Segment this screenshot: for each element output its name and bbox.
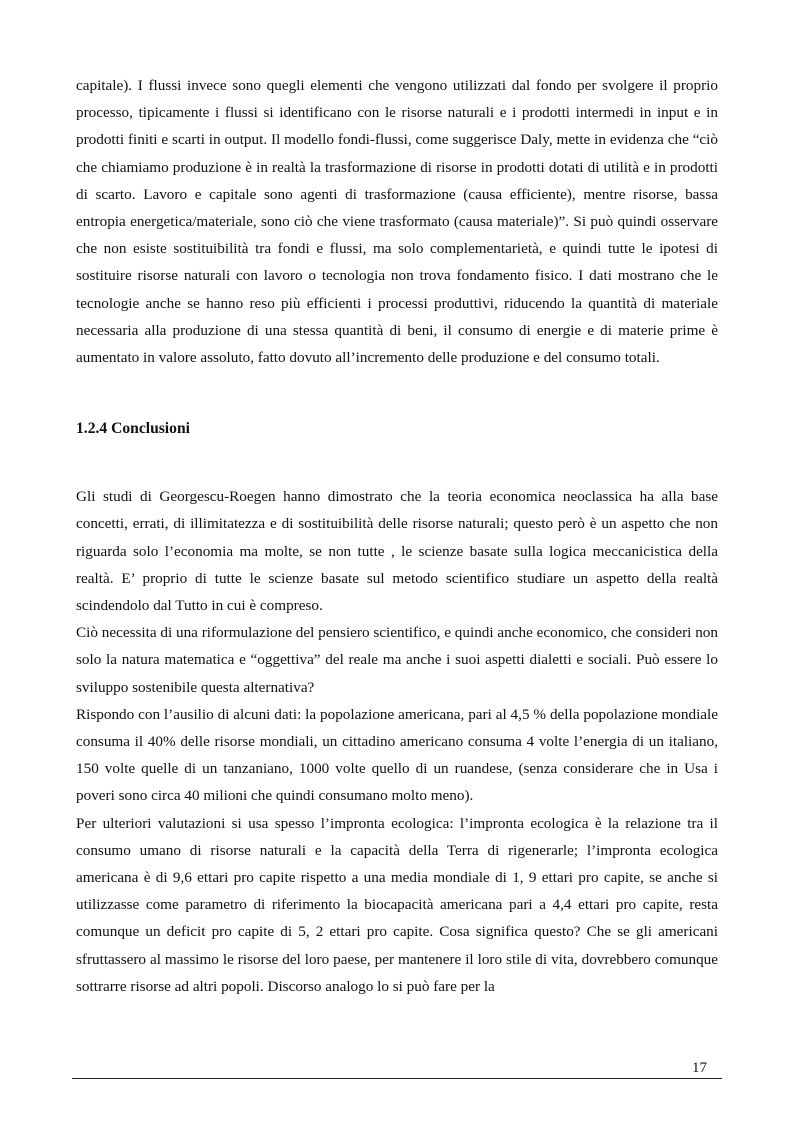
heading-spacer xyxy=(76,441,718,483)
continuation-paragraph: capitale). I flussi invece sono quegli elementi che vengono utilizzati dal fondo per svolgere il proprio processo, tipicamente i flussi si identificano con le risorse naturali e i prodotti intermedi in input e in prodotti finiti e scarti in output. Il modello fondi-flussi, come suggerisce Daly, mette in evidenza che “ciò che chiamiamo produzione è in realtà la trasformazione di risorse in prodotti dotati di utilità e in prodotti di scarto. Lavoro e capitale sono agenti di trasformazione (causa efficiente), mentre risorse, bassa entropia energetica/materiale, sono ciò che viene trasformato (causa materiale)”. Si può quindi osservare che non esiste sostituibilità tra fondi e flussi, ma solo complementarietà, e quindi tutte le ipotesi di sostituire risorse naturali con lavoro o tecnologia non trova fondamento fisico. I dati mostrano che le tecnologie anche se hanno reso più efficienti i processi produttivi, riducendo la quantità di materiale necessaria alla produzione di una stessa quantità di beni, il consumo di energie e di materie prime è aumentato in valore assoluto, fatto dovuto all’incremento delle produzione e del consumo totali. xyxy=(76,77,718,367)
footer-divider xyxy=(72,1078,722,1079)
section-heading: 1.2.4 Conclusioni xyxy=(76,420,190,438)
page-body xyxy=(76,72,718,1000)
paragraph-3: Rispondo con l’ausilio di alcuni dati: la popolazione americana, pari al 4,5 % della popolazione mondiale consuma il 40% delle risorse mondiali, un cittadino americano consuma 4 volte l’energia di un italiano, 150 volte quelle di un tanzaniano, 1000 volte quello di un ruandese, (senza considerare che in Usa i poveri sono circa 40 milioni che quindi consumano molto meno). xyxy=(76,705,718,805)
page-number: 17 xyxy=(692,1060,707,1076)
paragraph-4: Per ulteriori valutazioni si usa spesso l’impronta ecologica: l’impronta ecologica è la relazione tra il consumo umano di risorse naturali e la capacità della Terra di rigenerarle; l’impronta ecologica americana è di 9,6 ettari pro capite rispetto a una media mondiale di 1, 9 ettari pro capite, se anche si utilizzasse come parametro di riferimento la biocapacità americana pari a 4,4 ettari pro capite, resta comunque un deficit pro capite di 5, 2 ettari pro capite. Cosa significa questo? Che se gli americani sfruttassero al massimo le risorse del loro paese, per mantenere il loro stile di vita, dovrebbero comunque sottrarre risorse ad altri popoli. Discorso analogo lo si può fare per la xyxy=(76,814,718,995)
paragraph-2: Ciò necessita di una riformulazione del pensiero scientifico, e quindi anche economico, che consideri non solo la natura matematica e “oggettiva” del reale ma anche i suoi aspetti dialetti e sociali. Può essere lo sviluppo sostenibile questa alternativa? xyxy=(76,624,718,696)
paragraph-1: Gli studi di Georgescu-Roegen hanno dimostrato che la teoria economica neoclassica ha alla base concetti, errati, di illimitatezza e di sostituibilità delle risorse naturali; questo però è un aspetto che non riguarda solo l’economia ma molte, se non tutte , le scienze basate sulla logica meccanicistica della realtà. E’ proprio di tutte le scienze basate sul metodo scientifico studiare un aspetto della realtà scindendolo dal Tutto in cui è compreso. xyxy=(76,488,718,615)
